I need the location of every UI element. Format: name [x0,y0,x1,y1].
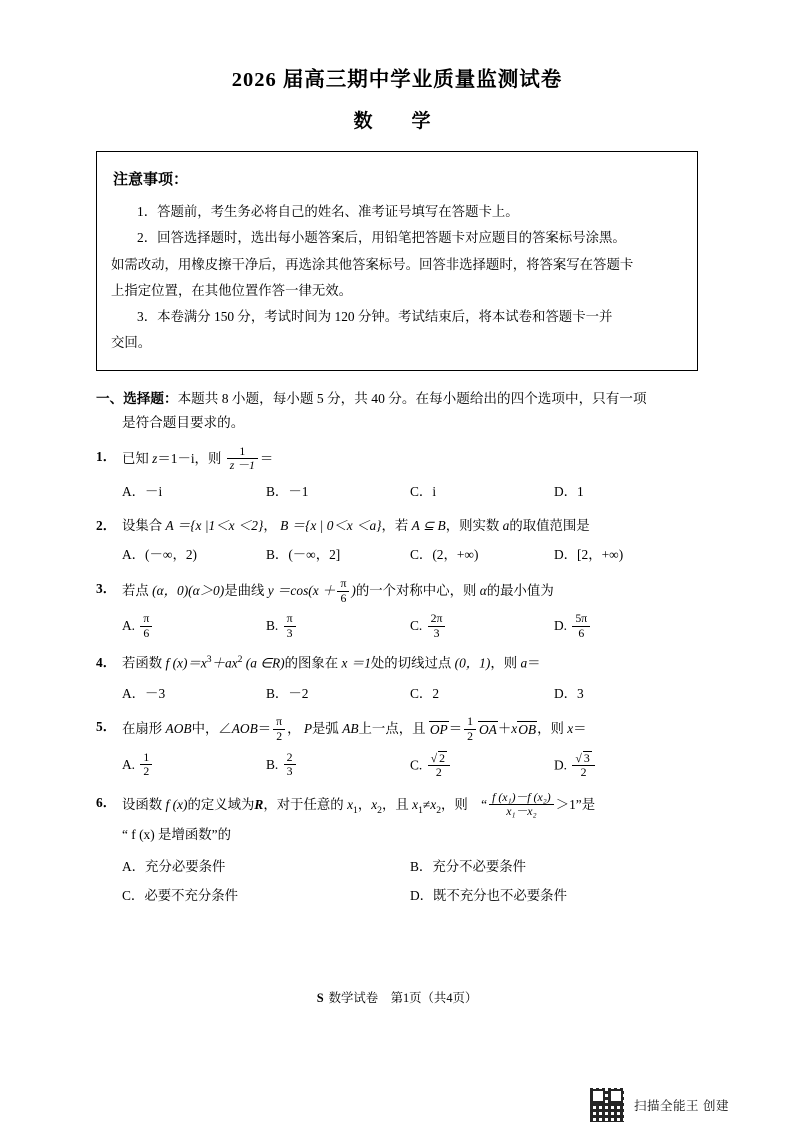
stem-part: 在扇形 [122,721,163,737]
stem-part: 中，∠ [191,721,232,737]
fraction-numerator: π [273,715,285,730]
function-expr-2: ＋ax [211,655,238,671]
question-number: 6． [96,794,117,810]
fraction-numerator: 2 [284,751,296,766]
stem-part: ＝ [527,655,541,671]
fraction-numerator: π [140,612,152,627]
question-2 [96,515,698,568]
coefficient-x: x [511,721,518,737]
section-text: 本题共 8 小题，每小题 5 分，共 40 分。在每小题给出的四个选项中，只有一项 [177,391,647,407]
option-b[interactable] [266,749,410,781]
option-a[interactable] [122,749,266,781]
fraction [464,715,476,743]
stem-var: α [479,583,487,599]
notice-heading: 注意事项： [113,172,189,188]
stem-part: 若函数 [122,655,163,671]
option-letter: A. [122,618,136,634]
fraction-denominator: 6 [340,590,347,605]
stem-part: ＝ [259,450,274,466]
point: (α，0)(α＞0) [152,583,225,599]
stem-part: 的取值范围是 [509,517,590,533]
fraction-denominator: 2 [580,765,587,780]
fraction [337,577,349,605]
domain-R: R [254,796,264,812]
stem-part: 设集合 [122,517,163,533]
option-a[interactable]: A．充分必要条件 [122,858,226,874]
option-c[interactable]: C．(2，+∞) [410,547,479,563]
option-b[interactable]: B．－1 [266,483,309,499]
curve-expr-end: ) [351,583,356,599]
option-d[interactable] [554,752,698,781]
stem-part: ＋ [497,721,512,737]
question-number: 1． [96,448,117,464]
fraction-numerator: 5π [572,612,590,627]
question-stem [122,789,698,847]
fraction-numerator: π [284,612,296,627]
option-d[interactable]: D．既不充分也不必要条件 [410,888,567,904]
option-d[interactable]: D．3 [554,685,584,701]
condition: A ⊆ B [411,517,446,533]
fraction-denominator: 3 [433,625,440,640]
option-letter: C. [410,618,423,634]
option-letter: D. [554,618,568,634]
question-number: 5． [96,719,117,735]
radicand: 3 [583,750,590,765]
notice-item: 3．本卷满分 150 分，考试时间为 120 分钟。考试结束后，将本试卷和答题卡一并 [137,308,613,324]
stem-part: 是弧 [312,721,339,737]
subscript: 2 [377,804,382,816]
fraction-denominator: 3 [286,764,293,779]
option-letter: C. [410,757,423,773]
at-point: x ＝1 [341,655,371,671]
option-a[interactable]: A．－3 [122,685,166,701]
stem-part: ＝1－i，则 [157,450,222,466]
stem-part: ”是 [575,796,596,812]
fraction-numerator: 2π [428,612,446,627]
question-stem [122,578,698,606]
fraction-numerator: π [337,577,349,592]
vector-oa: OA [479,721,497,737]
stem-part: ＝ [573,721,587,737]
stem-part: ， [357,796,372,812]
notice-box [96,151,698,371]
subscript: 1 [418,804,423,816]
stem-part: ，且 [381,796,409,812]
var-x1: x [347,796,354,812]
fraction-numerator: √ 2 [428,751,450,767]
footer-label: 数学试卷 [328,991,379,1005]
option-a[interactable] [122,613,266,641]
option-letter: B. [266,618,279,634]
footer-page-number: 第1页（共4页） [390,991,478,1005]
option-letter: A. [122,756,136,772]
angle-name: AOB [231,721,258,737]
stem-part: 的图象在 [284,655,339,671]
stem-var: a [520,655,528,671]
options-row [122,544,698,567]
option-a[interactable]: A．－i [122,483,163,499]
page-content [96,62,698,908]
stem-part: ，则实数 [445,517,500,533]
fraction [428,612,446,640]
page-title: 2026 届高三期中学业质量监测试卷 [231,69,563,91]
var-x1: x [412,796,419,812]
question-5 [96,716,698,780]
not-equal: ≠ [422,796,431,812]
var-x2: x [371,796,378,812]
section-label: 一、选择题： [96,391,178,407]
inequality: ＞1 [555,796,576,812]
fraction [284,612,296,640]
fraction [489,791,554,819]
fraction [227,445,258,473]
notice-item: 交回。 [111,334,152,350]
stem-part: ， [263,517,277,533]
fraction-denominator: 6 [143,625,150,640]
option-c[interactable] [410,752,554,781]
fraction-numerator: 1 [464,715,476,730]
fraction-denominator: 3 [286,625,293,640]
fraction [273,715,285,743]
option-d[interactable]: D．1 [554,483,584,499]
stem-part: 处的切线过点 [370,655,452,671]
subscript: 2 [436,804,442,816]
fraction-denominator: 2 [143,764,150,779]
option-d[interactable]: D．[2，+∞) [554,547,624,563]
fraction [140,751,152,779]
question-6 [96,789,698,908]
fraction-numerator: 1 [140,751,152,766]
options-row [122,481,698,504]
option-c[interactable]: C．i [410,483,437,499]
subject-title: 数 学 [353,111,441,132]
options-row [122,683,698,706]
stem-part: 是曲线 [224,583,265,599]
stem-part: 的最小值为 [486,583,554,599]
stem-part: ，则 [537,721,564,737]
stem-var: a [502,517,510,533]
question-3 [96,578,698,641]
notice-item: 如需改动，用橡皮擦干净后，再选涂其他答案标号。回答非选择题时，将答案写在答题卡 [111,256,634,272]
question-stem [122,652,698,675]
fraction-numerator: √ 3 [572,751,594,767]
stem-part: 已知 [122,450,149,466]
watermark [588,1086,729,1124]
subscript: 1 [353,804,358,816]
options-row [122,856,698,879]
option-c[interactable] [410,613,554,641]
stem-part: ，若 [381,517,409,533]
exponent: 2 [237,654,243,666]
stem-part: ， [287,721,301,737]
stem-part: 设函数 [122,796,163,812]
function-expr: f (x)＝x [165,655,207,671]
function-domain: (a ∈R) [242,655,285,671]
fraction-numerator: 1 [227,445,258,460]
footer-tag: S [316,991,324,1005]
stem-var: z [152,450,158,466]
stem-part: 的一个对称中心，则 [355,583,477,599]
option-b[interactable]: B．(－∞，2] [266,547,341,563]
point-p: P [303,721,313,737]
stem-part: ＝ [448,721,463,737]
section-heading [96,387,698,435]
options-row [122,749,698,781]
watermark-text: 扫描全能王 创建 [634,1099,729,1113]
stem-part: 上一点，且 [358,721,426,737]
set-b: B ＝{x | 0＜x ＜a} [280,517,382,533]
stem-part: ，则 “ [441,796,488,812]
options-row [122,613,698,641]
section-text-2: 是符合题目要求的。 [122,414,245,430]
point: (0，1) [454,655,491,671]
fraction [284,751,296,779]
question-1 [96,443,698,504]
fraction-numerator: f (x₁)－f (x₂) [489,791,554,806]
option-b[interactable]: B．－2 [266,685,309,701]
fraction-denominator: 6 [578,625,585,640]
option-c[interactable]: C．2 [410,685,440,701]
stem-part: 若点 [122,583,149,599]
sector-name: AOB [165,721,192,737]
exponent: 3 [206,654,212,666]
vector-ob: OB [518,721,537,737]
function-expr: f (x) [165,796,188,812]
fraction-denominator: 2 [276,728,283,743]
stem-part: ＝ [257,721,272,737]
stem-var: x [567,721,574,737]
question-stem [122,443,698,474]
fraction [572,751,594,780]
option-d[interactable] [554,613,698,641]
curve-expr: y ＝cos(x ＋ [267,583,336,599]
stem-part: ，对于任意的 [263,796,344,812]
vector-op: OP [429,721,448,737]
fraction [572,612,590,640]
notice-item: 上指定位置，在其他位置作答一律无效。 [111,282,353,298]
stem-part: 的定义域为 [187,796,255,812]
notice-item: 1．答题前，考生务必将自己的姓名、准考证号填写在答题卡上。 [137,204,519,220]
fraction-denominator: 2 [435,765,442,780]
question-number: 2． [96,517,117,533]
question-stem [122,716,698,744]
set-a: A ＝{x |1＜x ＜2} [165,517,264,533]
question-number: 3． [96,581,117,597]
fraction [428,751,450,780]
arc-ab: AB [342,721,359,737]
question-4 [96,652,698,705]
stem-part: ，则 [490,655,518,671]
option-b[interactable] [266,613,410,641]
options-row [122,885,698,908]
option-letter: B. [266,756,279,772]
notice-item: 2．回答选择题时，选出每小题答案后，用铅笔把答题卡对应题目的答案标号涂黑。 [137,230,626,246]
question-number: 4． [96,655,117,671]
option-a[interactable]: A．(－∞，2) [122,547,198,563]
option-c[interactable]: C．必要不充分条件 [122,888,239,904]
fraction [140,612,152,640]
stem-part-2: “ f (x) 是增函数”的 [122,826,231,842]
option-letter: D. [554,757,568,773]
var-x2: x [430,796,437,812]
qr-code-icon [588,1086,626,1124]
fraction-denominator: x₁－x₂ [506,804,537,819]
fraction-denominator: 2 [467,728,473,743]
question-stem [122,515,698,538]
option-b[interactable]: B．充分不必要条件 [410,858,527,874]
radicand: 2 [439,750,445,765]
fraction-denominator: z －1 [229,458,255,473]
page-footer [0,988,794,1006]
